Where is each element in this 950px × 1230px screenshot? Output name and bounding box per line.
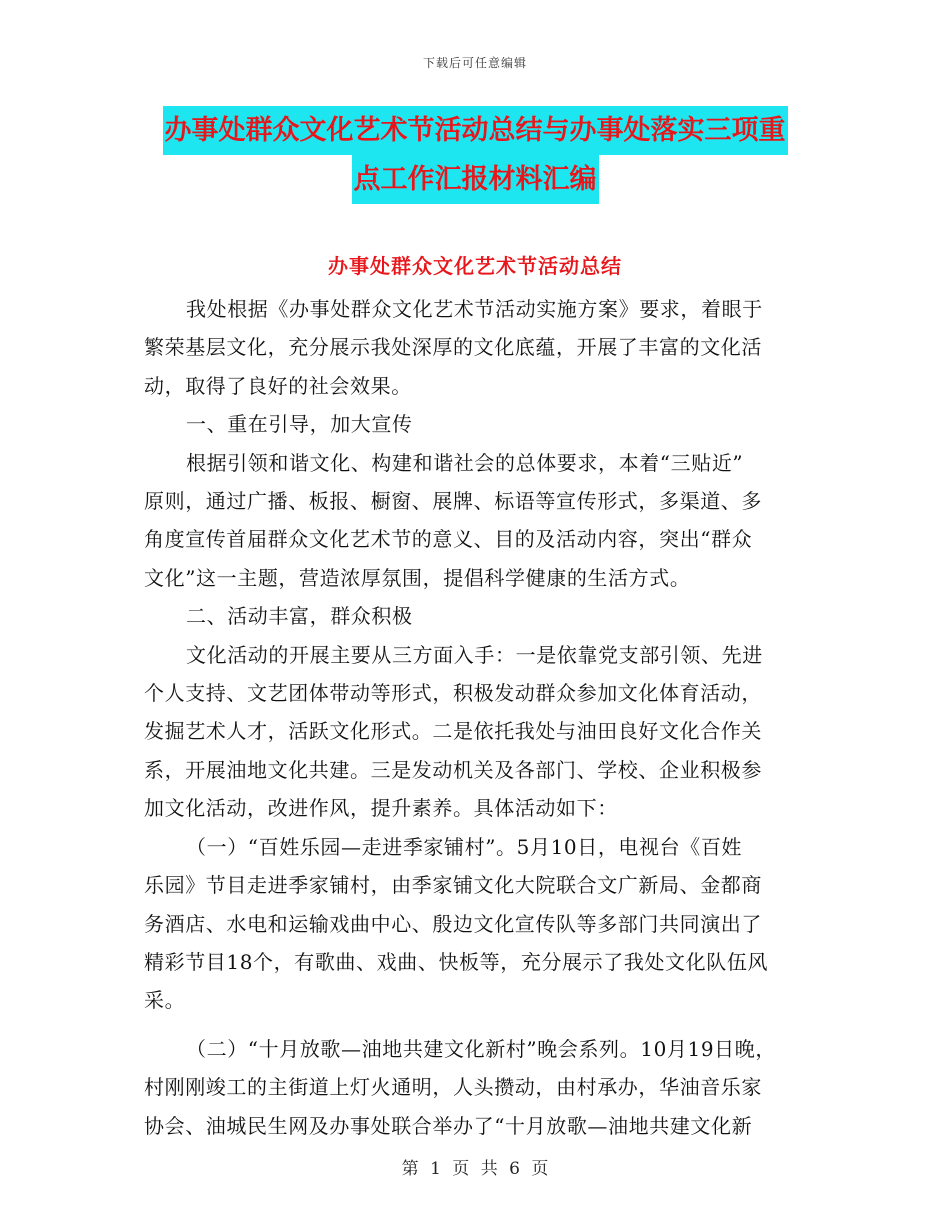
- page-footer: 第 1 页 共 6 页: [401, 1159, 549, 1179]
- paragraph-line: 采。: [144, 988, 186, 1013]
- paragraph-line: 动，取得了良好的社会效果。: [144, 373, 412, 398]
- paragraph-line: 发掘艺术人才，活跃文化形式。二是依托我处与油田良好文化合作关: [144, 719, 762, 744]
- paragraph-line: 文化”这一主题，营造浓厚氛围，提倡科学健康的生活方式。: [144, 565, 691, 590]
- paragraph-line: 乐园》节目走进季家铺村，由季家铺文化大院联合文广新局、金都商: [144, 873, 762, 898]
- paragraph-line: 根据引领和谐文化、构建和谐社会的总体要求，本着“三贴近”: [186, 450, 744, 475]
- paragraph-line: （一）“百姓乐园—走进季家铺村”。5月10日，电视台《百姓: [186, 834, 743, 859]
- section-title: 办事处群众文化艺术节活动总结: [328, 254, 622, 278]
- paragraph-line: 加文化活动，改进作风，提升素养。具体活动如下：: [144, 796, 618, 821]
- document-body: [144, 290, 824, 1145]
- paragraph-gap: [144, 1020, 824, 1030]
- paragraph-line: 个人支持、文艺团体带动等形式，积极发动群众参加文化体育活动，: [144, 681, 762, 706]
- document-title-line-1: 办事处群众文化艺术节活动总结与办事处落实三项重: [163, 106, 788, 155]
- paragraph-line: 文化活动的开展主要从三方面入手：一是依靠党支部引领、先进: [186, 642, 763, 667]
- paragraph-line: 协会、油城民生网及办事处联合举办了“十月放歌—油地共建文化新: [144, 1113, 753, 1138]
- paragraph-line: 精彩节目18个，有歌曲、戏曲、快板等，充分展示了我处文化队伍风: [144, 949, 769, 974]
- paragraph-line: 我处根据《办事处群众文化艺术节活动实施方案》要求，着眼于: [186, 297, 763, 321]
- paragraph-line: （二）“十月放歌—油地共建文化新村”晚会系列。10月19日晚，: [186, 1036, 776, 1061]
- heading-line: 二、活动丰富，群众积极: [186, 604, 413, 629]
- paragraph-line: 繁荣基层文化，充分展示我处深厚的文化底蕴，开展了丰富的文化活: [144, 335, 762, 360]
- paragraph-line: 务酒店、水电和运输戏曲中心、殷边文化宣传队等多部门共同演出了: [144, 911, 762, 936]
- document-title-line-2: 点工作汇报材料汇编: [352, 155, 599, 204]
- paragraph-line: 系，开展油地文化共建。三是发动机关及各部门、学校、企业积极参: [144, 757, 762, 782]
- page-header-note: 下载后可任意编辑: [422, 56, 527, 70]
- paragraph-line: 村刚刚竣工的主街道上灯火通明，人头攒动，由村承办，华油音乐家: [144, 1075, 762, 1100]
- paragraph-line: 原则，通过广播、板报、橱窗、展牌、标语等宣传形式，多渠道、多: [144, 489, 762, 514]
- paragraph-line: 角度宣传首届群众文化艺术节的意义、目的及活动内容，突出“群众: [144, 527, 753, 552]
- document-title: [0, 106, 950, 204]
- heading-line: 一、重在引导，加大宣传: [186, 412, 413, 437]
